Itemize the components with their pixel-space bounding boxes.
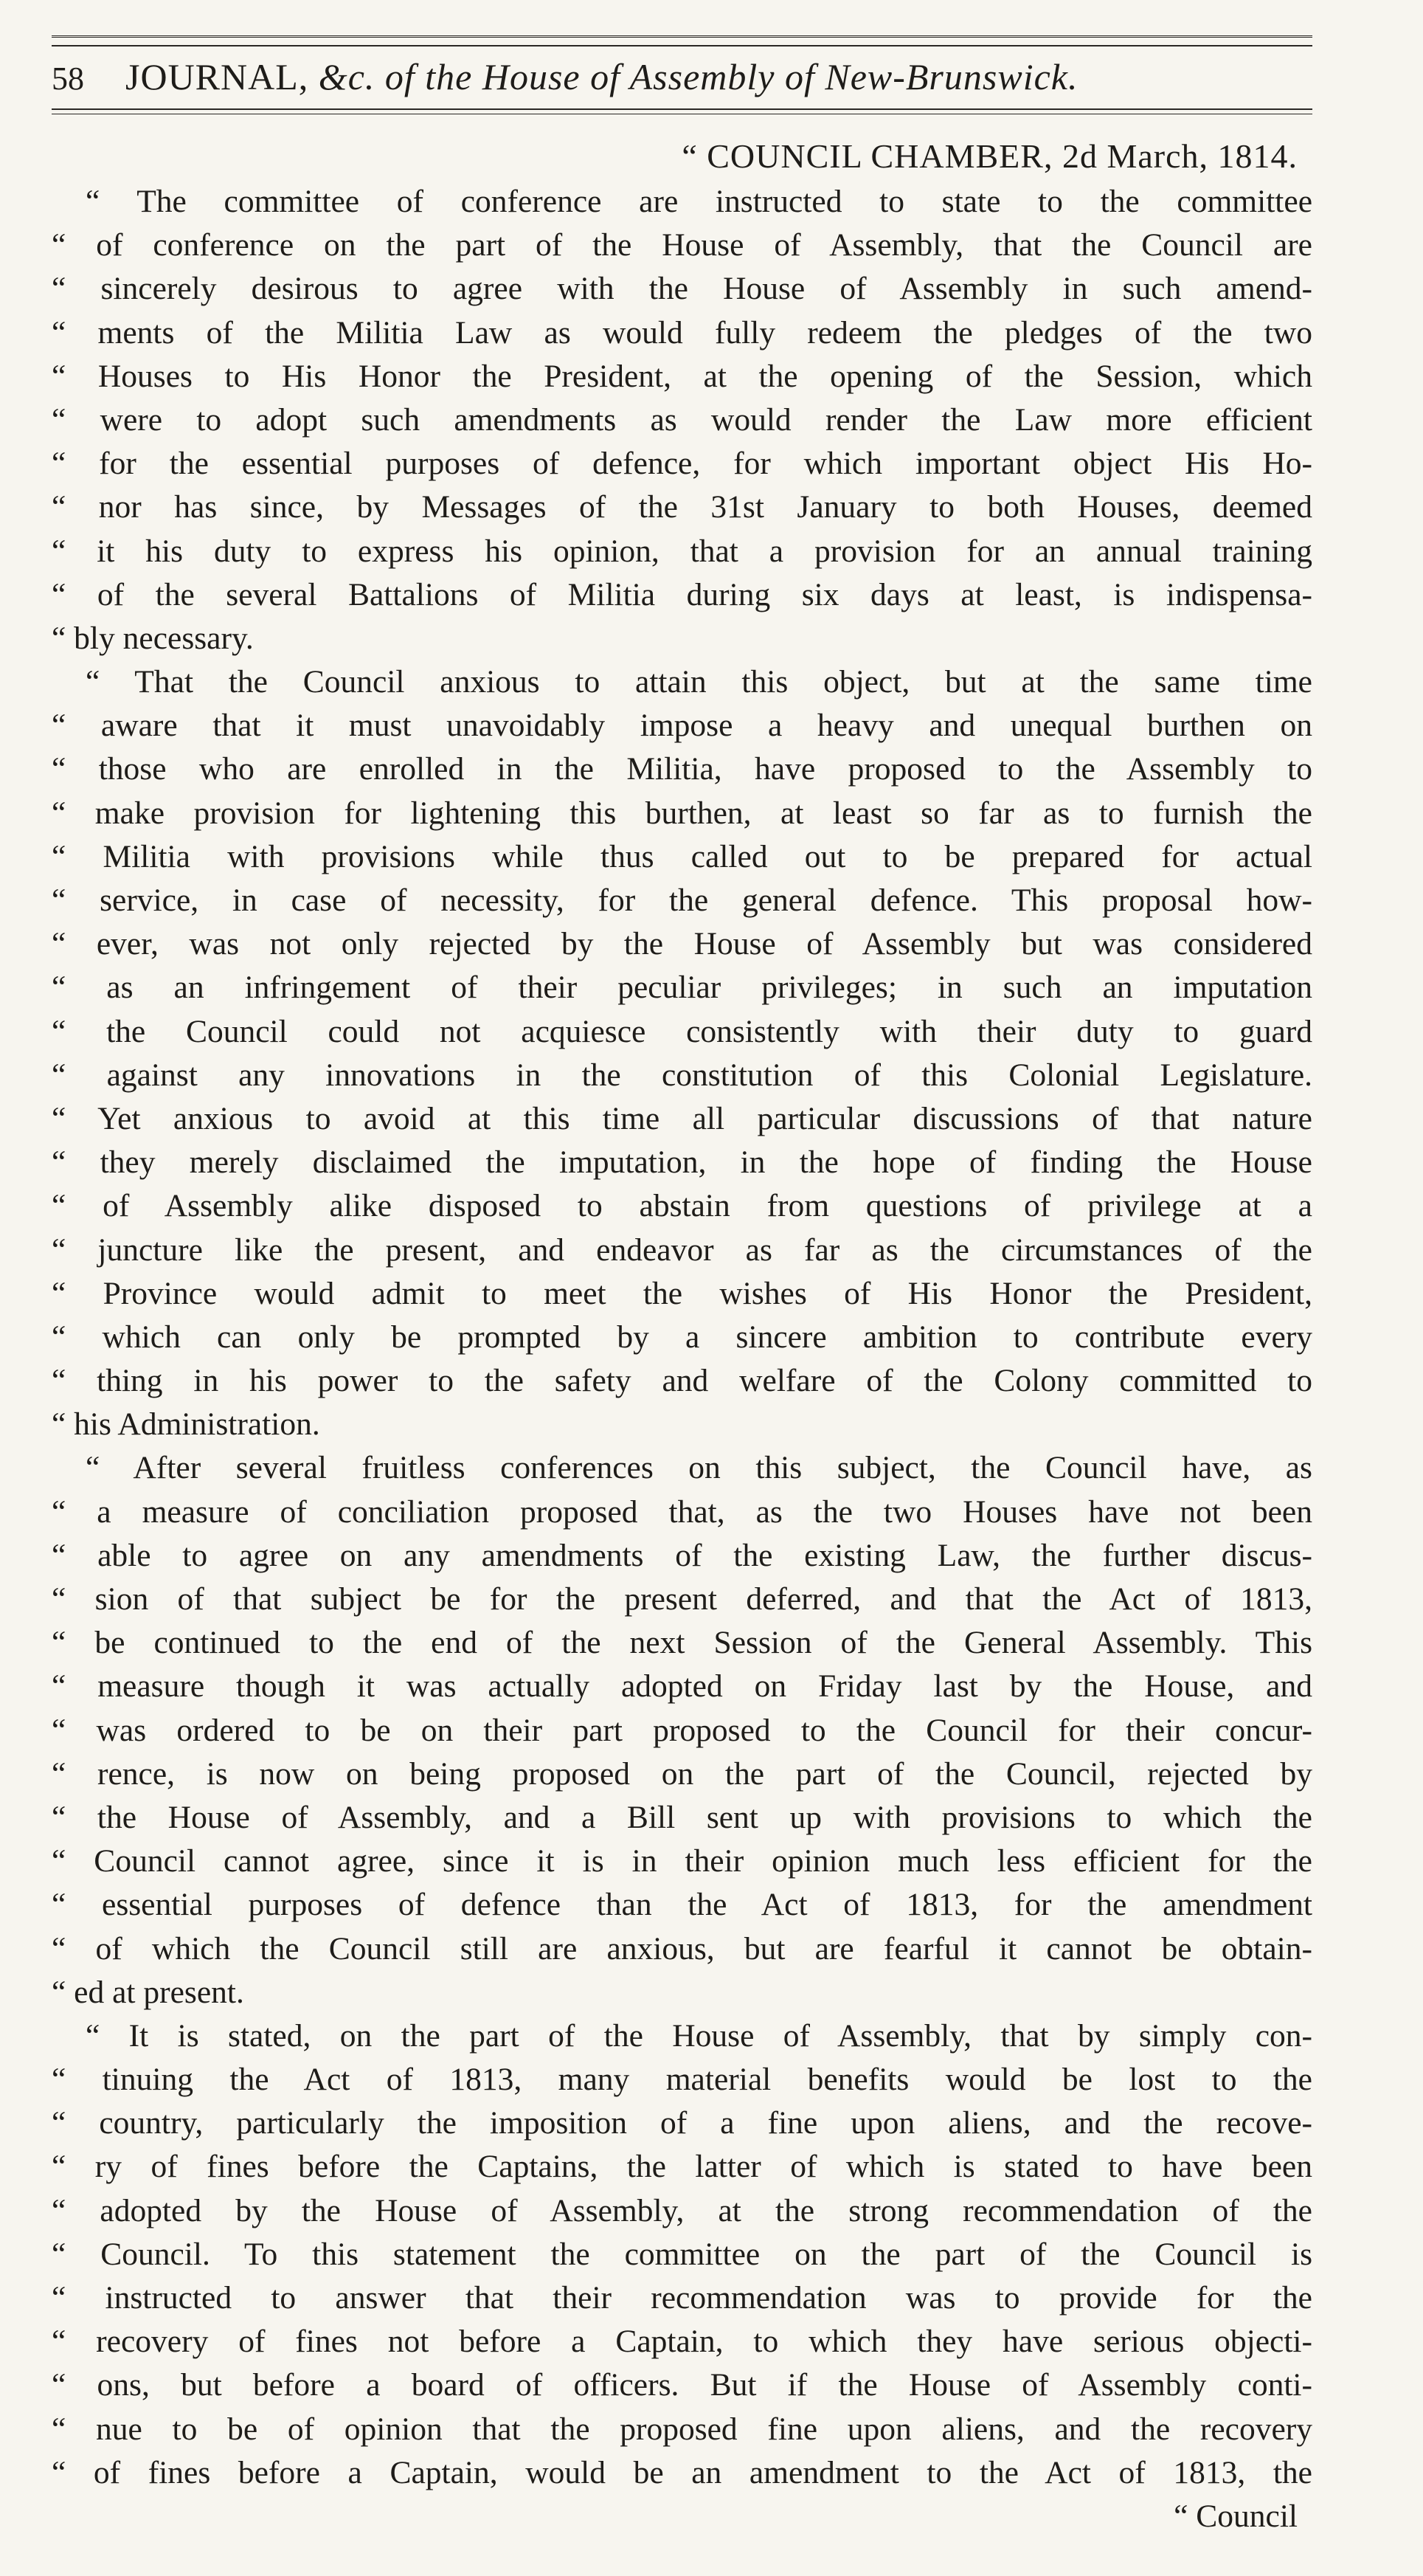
text-line: “ tinuing the Act of 1813, many material benefits would be lost to the — [52, 2062, 1312, 2098]
text-line: “ sion of that subject be for the present deferred, and that the Act of 1813, — [52, 1581, 1312, 1617]
text-line: “ were to adopt such amendments as would render the Law more efficient — [52, 401, 1312, 438]
text-line: “ juncture like the present, and endeavor as far as the circumstances of the — [52, 1232, 1312, 1268]
text-line: “ ry of fines before the Captains, the latter of which is stated to have been — [52, 2149, 1312, 2185]
text-line: “ service, in case of necessity, for the general defence. This proposal how- — [52, 883, 1312, 918]
text-line: “ those who are enrolled in the Militia, have proposed to the Assembly to — [52, 751, 1312, 787]
text-line: “ It is stated, on the part of the House of Assembly, that by simply con- — [86, 2017, 1312, 2054]
text-line: “ essential purposes of defence than the Act of 1813, for the amendment — [52, 1887, 1312, 1923]
text-line: “ ons, but before a board of officers. But if the House of Assembly conti- — [52, 2367, 1312, 2403]
text-line: “ bly necessary. — [52, 620, 254, 656]
text-line: “ Yet anxious to avoid at this time all particular discussions of that nature — [52, 1100, 1312, 1136]
text-line: “ able to agree on any amendments of the existing Law, the further discus- — [52, 1537, 1312, 1573]
text-line: “ ed at present. — [52, 1974, 244, 2010]
text-line: “ rence, is now on being proposed on the part of the Council, rejected by — [52, 1755, 1312, 1792]
text-line: “ After several fruitless conferences on this subject, the Council have, as — [86, 1450, 1312, 1486]
text-line: “ be continued to the end of the next Session of the General Assembly. This — [52, 1625, 1312, 1661]
running-header — [52, 46, 1312, 104]
text-line: “ adopted by the House of Assembly, at the strong recommendation of the — [52, 2192, 1312, 2228]
text-line: “ country, particularly the imposition of a fine upon aliens, and the recove- — [52, 2105, 1312, 2141]
text-line: “ sincerely desirous to agree with the House of Assembly in such amend- — [52, 271, 1312, 307]
text-line: “ his Administration. — [52, 1406, 320, 1443]
text-line: “ The committee of conference are instructed to state to the committee — [86, 184, 1312, 219]
text-line: “ which can only be prompted by a sincere ambition to contribute every — [52, 1319, 1312, 1355]
text-line: “ Militia with provisions while thus called out to be prepared for actual — [52, 838, 1312, 874]
page-number: 58 — [52, 61, 84, 97]
text-line: “ of which the Council still are anxious, but are fearful it cannot be obtain- — [52, 1930, 1312, 1966]
running-title — [125, 55, 1078, 98]
text-line: “ measure though it was actually adopted on Friday last by the House, and — [52, 1668, 1312, 1705]
text-line: “ the Council could not acquiesce consistently with their duty to guard — [52, 1013, 1312, 1049]
text-line: “ nor has since, by Messages of the 31st January to both Houses, deemed — [52, 489, 1312, 525]
header-rule-bottom — [52, 108, 1312, 110]
dateline: “ COUNCIL CHAMBER, 2d March, 1814. — [682, 137, 1298, 175]
catchword: “ Council — [1174, 2498, 1298, 2534]
text-line: “ of Assembly alike disposed to abstain from questions of privilege at a — [52, 1188, 1312, 1224]
text-line: “ ments of the Militia Law as would fully redeem the pledges of the two — [52, 314, 1312, 351]
text-line: “ they merely disclaimed the imputation, in the hope of finding the House — [52, 1144, 1312, 1181]
text-line: “ a measure of conciliation proposed that, as the two Houses have not been — [52, 1494, 1312, 1530]
text-line: “ recovery of fines not before a Captain, to which they have serious objecti- — [52, 2324, 1312, 2360]
text-line: “ against any innovations in the constitution of this Colonial Legislature. — [52, 1057, 1312, 1093]
text-line: “ make provision for lightening this burthen, at least so far as to furnish the — [52, 795, 1312, 831]
text-line: “ it his duty to express his opinion, that a provision for an annual training — [52, 533, 1312, 569]
text-line: “ Houses to His Honor the President, at the opening of the Session, which — [52, 358, 1312, 394]
text-line: “ for the essential purposes of defence, for which important object His Ho- — [52, 446, 1312, 482]
text-line: “ Council cannot agree, since it is in their opinion much less efficient for the — [52, 1843, 1312, 1879]
text-line: “ nue to be of opinion that the proposed fine upon aliens, and the recovery — [52, 2411, 1312, 2447]
body-text — [52, 180, 1312, 2495]
text-line: “ of the several Battalions of Militia during six days at least, is indispensa- — [52, 576, 1312, 612]
header-rule-top — [52, 35, 1312, 38]
running-title-journal: JOURNAL, — [125, 56, 309, 97]
running-title-etc: &c. — [318, 56, 375, 97]
text-line: “ the House of Assembly, and a Bill sent up with provisions to which the — [52, 1799, 1312, 1835]
text-line: “ Council. To this statement the committee on the part of the Council is — [52, 2236, 1312, 2272]
text-line: “ aware that it must unavoidably impose a heavy and unequal burthen on — [52, 708, 1312, 744]
text-line: “ thing in his power to the safety and welfare of the Colony committed to — [52, 1363, 1312, 1399]
text-line: “ was ordered to be on their part proposed to the Council for their concur- — [52, 1712, 1312, 1748]
running-title-rest: of the House of Assembly of New-Brunswick. — [384, 56, 1078, 97]
text-line: “ instructed to answer that their recommendation was to provide for the — [52, 2280, 1312, 2316]
text-line: “ as an infringement of their peculiar privileges; in such an imputation — [52, 970, 1312, 1006]
text-line: “ That the Council anxious to attain this object, but at the same time — [86, 664, 1312, 700]
text-line: “ ever, was not only rejected by the House of Assembly but was considered — [52, 926, 1312, 962]
text-line: “ Province would admit to meet the wishes of His Honor the President, — [52, 1275, 1312, 1311]
text-line: “ of conference on the part of the House of Assembly, that the Council are — [52, 227, 1312, 263]
text-line: “ of fines before a Captain, would be an amendment to the Act of 1813, the — [52, 2454, 1312, 2490]
